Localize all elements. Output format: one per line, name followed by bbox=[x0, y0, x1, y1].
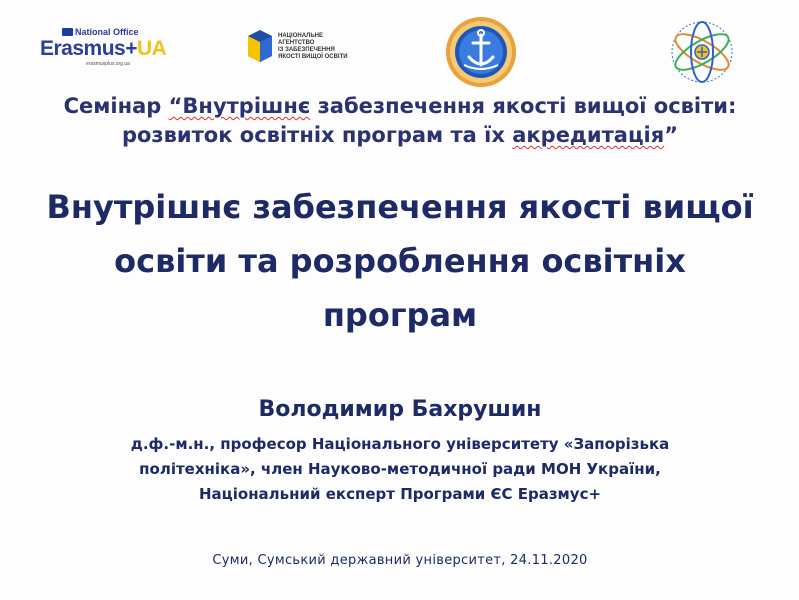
naqa-text: НАЦІОНАЛЬНЕ АГЕНТСТВО ІЗ ЗАБЕЗПЕЧЕННЯ ЯКОСТІ ВИЩОЇ ОСВІТИ bbox=[278, 33, 348, 60]
national-office-label: National Office bbox=[62, 27, 139, 37]
slide-title: Внутрішнє забезпечення якості вищої освіти та розроблення освітніх програм bbox=[46, 188, 754, 334]
naqa-mark-icon bbox=[246, 30, 274, 62]
anchor-seal-icon bbox=[444, 15, 518, 89]
atom-emblem-icon bbox=[664, 14, 740, 90]
slide-footer: Суми, Сумський державний університет, 24.11.2020 bbox=[212, 553, 588, 568]
author-name: Володимир Бахрушин bbox=[258, 397, 542, 422]
seminar-heading bbox=[60, 92, 740, 150]
erasmus-site: erasmusplus.org.ua bbox=[86, 61, 130, 67]
author-affiliation: д.ф.-м.н., професор Національного університету «Запорізька політехніка», член Науково-методичної ради МОН України, Національний експерт Програми ЄС Еразмус+ bbox=[130, 435, 670, 503]
seminar-line-2: розвиток освітніх програм та їх акредитація” bbox=[121, 123, 679, 147]
eu-flag-icon bbox=[62, 28, 73, 36]
erasmus-wordmark: Erasmus+UA bbox=[40, 37, 167, 60]
naqa-logo bbox=[246, 30, 366, 64]
seminar-line-1: Семінар “Внутрішнє забезпечення якості вищої освіти: bbox=[63, 94, 737, 118]
erasmus-logo bbox=[40, 27, 185, 67]
